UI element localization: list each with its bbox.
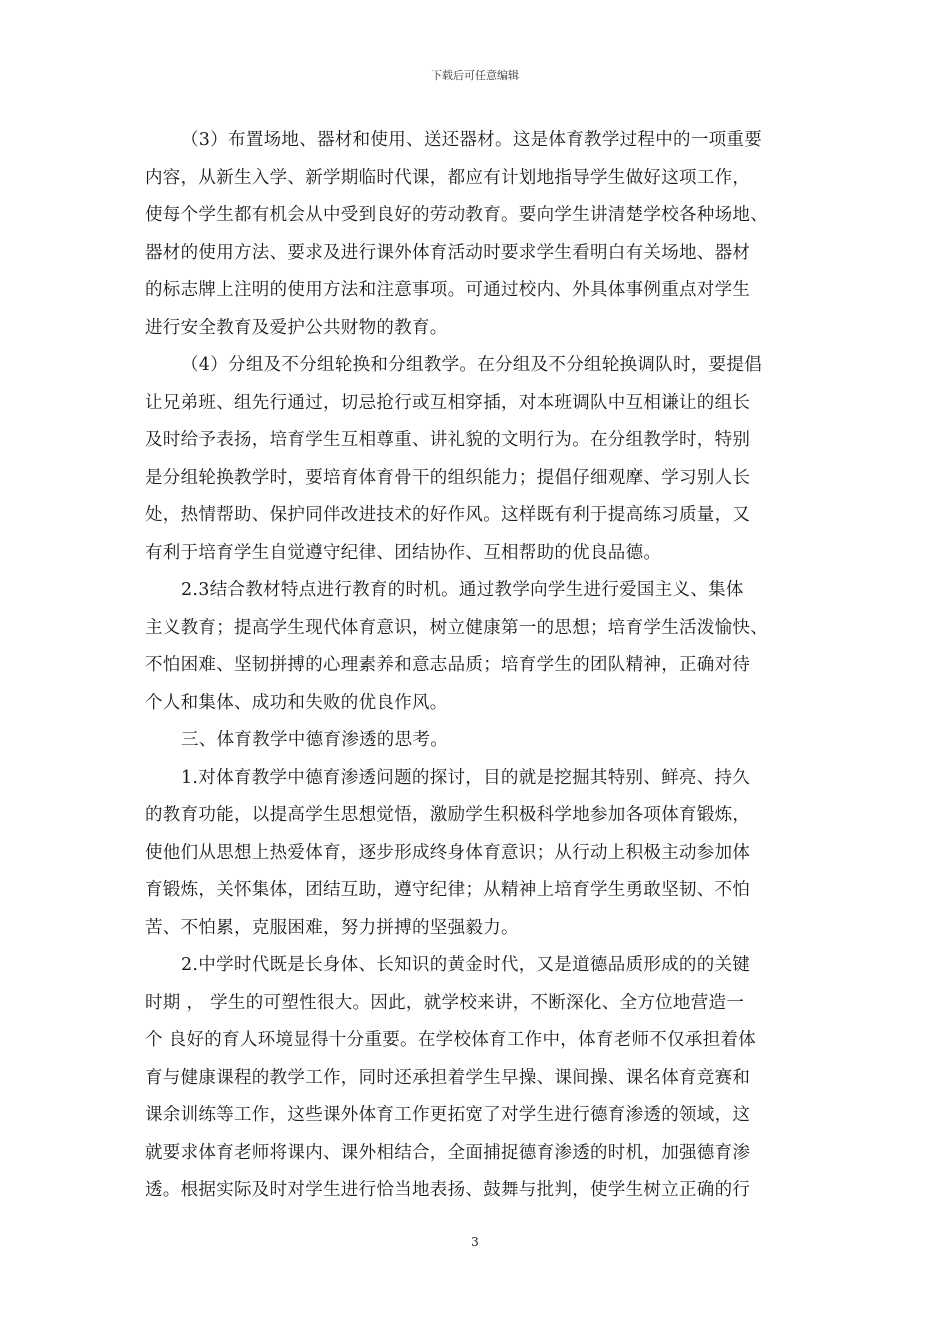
text-line: 2.3结合教材特点进行教育的时机。通过教学向学生进行爱国主义、集体 — [181, 580, 744, 600]
paragraph-point-2 — [145, 947, 809, 1210]
text-line: 使他们从思想上热爱体育，逐步形成终身体育意识；从行动上积极主动参加体 — [145, 842, 751, 863]
paragraph-section-2-3 — [145, 572, 809, 722]
text-line: 育与健康课程的教学工作，同时还承担着学生早操、课间操、课名体育竞赛和 — [145, 1067, 751, 1088]
text-line: 让兄弟班、组先行通过，切忌抢行或互相穿插，对本班调队中互相谦让的组长 — [145, 392, 751, 413]
document-body — [145, 122, 809, 1210]
text-line: 就要求体育老师将课内、课外相结合，全面捕捉德育渗透的时机，加强德育渗 — [145, 1142, 751, 1163]
text-line: 时期 ， 学生的可塑性很大。因此，就学校来讲，不断深化、全方位地营造一 — [145, 992, 745, 1013]
page-header: 下载后可任意编辑 — [431, 69, 519, 82]
text-line: 器材的使用方法、要求及进行课外体育活动时要求学生看明白有关场地、器材 — [145, 242, 751, 263]
text-line: 是分组轮换教学时，要培育体育骨干的组织能力；提倡仔细观摩、学习别人长 — [145, 467, 751, 488]
text-line: 2.中学时代既是长身体、长知识的黄金时代，又是道德品质形成的的关键 — [181, 955, 751, 975]
text-line: 使每个学生都有机会从中受到良好的劳动教育。要向学生讲清楚学校各种场地、 — [145, 205, 768, 225]
text-line: 的教育功能，以提高学生思想觉悟，激励学生积极科学地参加各项体育锻炼， — [145, 805, 751, 825]
section-heading-three — [145, 722, 809, 760]
text-line: （4）分组及不分组轮换和分组教学。在分组及不分组轮换调队时，要提倡 — [181, 355, 763, 375]
text-line: 有利于培育学生自觉遵守纪律、团结协作、互相帮助的优良品德。 — [145, 542, 662, 563]
paragraph-arrange-equipment — [145, 122, 809, 347]
text-line: 及时给予表扬，培育学生互相尊重、讲礼貌的文明行为。在分组教学时，特别 — [145, 430, 751, 450]
paragraph-group-teaching — [145, 347, 809, 572]
text-line: 不怕困难、坚韧拼搏的心理素养和意志品质；培育学生的团队精神，正确对待 — [145, 655, 751, 675]
text-line: 课余训练等工作，这些课外体育工作更拓宽了对学生进行德育渗透的领域，这 — [145, 1105, 751, 1125]
text-line: 育锻炼，关怀集体，团结互助，遵守纪律；从精神上培育学生勇敢坚韧、不怕 — [145, 880, 751, 900]
text-line: 个 良好的育人环境显得十分重要。在学校体育工作中，体育老师不仅承担着体 — [145, 1030, 757, 1050]
text-line: 内容，从新生入学、新学期临时代课，都应有计划地指导学生做好这项工作， — [145, 167, 751, 188]
text-line: 处，热情帮助、保护同伴改进技术的好作风。这样既有利于提高练习质量，又 — [145, 505, 751, 525]
text-line: 透。根据实际及时对学生进行恰当地表扬、鼓舞与批判，使学生树立正确的行 — [145, 1180, 751, 1200]
text-line: 三、体育教学中德育渗透的思考。 — [181, 730, 448, 750]
text-line: 1.对体育教学中德育渗透问题的探讨，目的就是挖掘其特别、鲜亮、持久 — [181, 767, 751, 788]
text-line: 个人和集体、成功和失败的优良作风。 — [145, 692, 448, 713]
text-line: （3）布置场地、器材和使用、送还器材。这是体育教学过程中的一项重要 — [181, 130, 763, 150]
text-line: 进行安全教育及爱护公共财物的教育。 — [145, 317, 448, 338]
text-line: 的标志牌上注明的使用方法和注意事项。可通过校内、外具体事例重点对学生 — [145, 280, 751, 300]
text-line: 主义教育；提高学生现代体育意识，树立健康第一的思想；培育学生活泼愉快、 — [145, 617, 768, 638]
text-line: 苦、不怕累，克服困难，努力拼搏的坚强毅力。 — [145, 917, 519, 938]
page-number: 3 — [471, 1235, 479, 1249]
paragraph-point-1 — [145, 760, 809, 948]
